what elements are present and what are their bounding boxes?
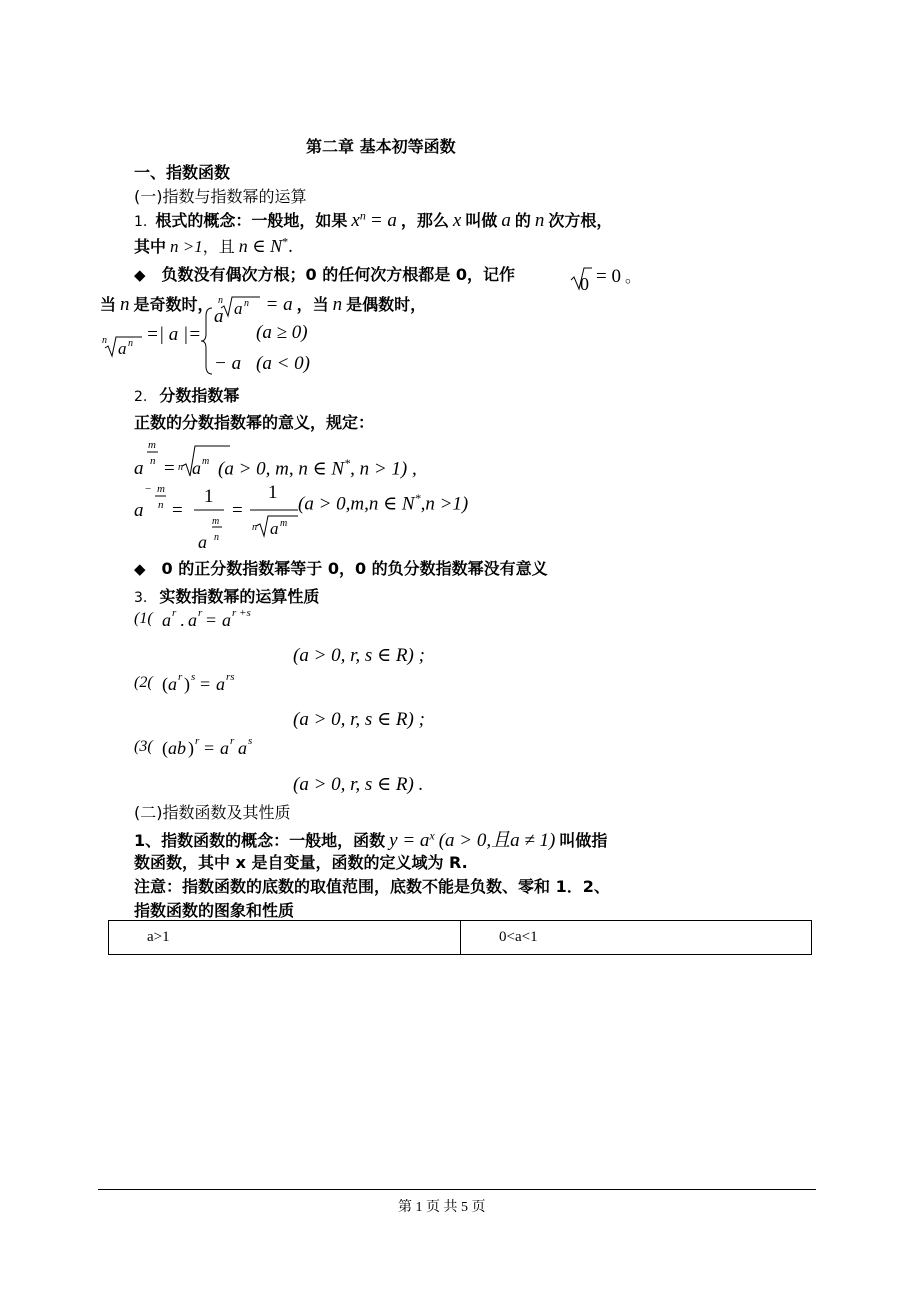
- svg-text:−: −: [145, 483, 152, 495]
- fractional-exponent-heading: 2. 分数指数幂: [134, 386, 240, 405]
- svg-text:a: a: [220, 738, 229, 758]
- comparison-table: [108, 920, 812, 955]
- real-exponent-properties-heading: 3. 实数指数幂的运算性质: [134, 587, 320, 606]
- svg-text:0: 0: [580, 274, 589, 293]
- fractional-exponent-intro: 正数的分数指数幂的意义，规定：: [134, 413, 375, 432]
- svg-text:n: n: [102, 335, 107, 346]
- svg-text:n: n: [158, 499, 164, 511]
- svg-text:=: =: [232, 500, 243, 521]
- svg-text:n: n: [214, 532, 219, 543]
- svg-text:a: a: [270, 519, 279, 538]
- svg-text:): ): [188, 738, 194, 758]
- svg-text:=: =: [164, 458, 175, 479]
- svg-text:rs: rs: [226, 671, 235, 683]
- svg-text:s: s: [191, 671, 196, 683]
- svg-text:r +s: r +s: [232, 607, 251, 619]
- property-1-label: (1(: [134, 610, 153, 627]
- svg-text:(: (: [162, 738, 168, 758]
- svg-text:a: a: [192, 458, 201, 478]
- bullet-negative-roots: ◆ 负数没有偶次方根；0 的任何次方根都是 0，记作: [134, 265, 515, 284]
- radical-condition: 其中 n >1，且 n ∈ N*.: [134, 234, 293, 257]
- property-2-label: (2(: [134, 674, 153, 691]
- svg-text:a: a: [162, 610, 171, 630]
- svg-text:ab: ab: [168, 738, 186, 758]
- property-2-formula: [160, 666, 260, 698]
- svg-text:m: m: [157, 483, 165, 495]
- svg-text:r: r: [230, 735, 235, 747]
- graph-properties-heading: 指数函数的图象和性质: [134, 901, 295, 920]
- property-3-formula: [160, 730, 270, 762]
- svg-text:a: a: [222, 610, 231, 630]
- table-header-a-lt-1: 0<a<1: [461, 921, 812, 955]
- svg-text:a: a: [134, 458, 144, 479]
- svg-text:=: =: [200, 674, 211, 694]
- property-3-condition: (a > 0, r, s ∈ R) .: [293, 774, 424, 795]
- svg-text:r: r: [178, 671, 183, 683]
- negative-fractional-formula: [132, 478, 302, 552]
- svg-text:m: m: [148, 439, 156, 451]
- table-header-a-gt-1: a>1: [109, 921, 461, 955]
- svg-text:n: n: [243, 298, 249, 310]
- svg-text:=: =: [206, 610, 217, 630]
- table-row: [109, 921, 812, 955]
- svg-text:m: m: [280, 518, 288, 529]
- bullet-zero-fractional: ◆ 0 的正分数指数幂等于 0，0 的负分数指数幂没有意义: [134, 559, 548, 578]
- exponential-function-definition: 1、指数函数的概念：一般地，函数 $y = a^x$ (a > 0,且a ≠ 1) 叫做指: [134, 828, 608, 851]
- property-3-label: (3(: [134, 738, 153, 755]
- absolute-value-lhs: =| a |=: [146, 324, 202, 345]
- svg-text:a: a: [134, 500, 144, 521]
- svg-text:n: n: [252, 522, 257, 533]
- radical-definition: 1. 根式的概念：一般地，如果 $x^n = a$ ，那么 x 叫做 a 的 n 次方根，: [134, 208, 613, 231]
- svg-text:1: 1: [204, 486, 214, 507]
- svg-text:n: n: [217, 295, 223, 307]
- property-1-formula: [160, 604, 270, 634]
- svg-text:a: a: [238, 738, 247, 758]
- even-root-radical-icon: [102, 334, 146, 360]
- page-title: 第二章 基本初等函数: [306, 137, 456, 156]
- subsection-heading-2: (二)指数函数及其性质: [134, 803, 291, 822]
- svg-text:a: a: [118, 339, 127, 358]
- svg-text:r: r: [195, 735, 200, 747]
- left-brace-icon: [200, 306, 214, 376]
- svg-text:s: s: [248, 735, 253, 747]
- svg-text:(: (: [162, 674, 168, 694]
- positive-fractional-condition: (a > 0, m, n ∈ N*, n > 1) ,: [218, 456, 417, 480]
- section-heading: 一、指数函数: [134, 163, 231, 182]
- page-number: 第 1 页 共 5 页: [398, 1200, 486, 1215]
- case-positive-condition: (a ≥ 0): [256, 322, 308, 343]
- odd-root-radical-icon: [218, 294, 262, 318]
- subsection-heading: (一)指数与指数幂的运算: [134, 187, 307, 206]
- svg-text:a: a: [216, 674, 225, 694]
- svg-text:n: n: [150, 455, 156, 467]
- negative-fractional-condition: (a > 0,m,n ∈ N*,n >1): [298, 491, 469, 515]
- svg-text:): ): [184, 674, 190, 694]
- svg-text:m: m: [202, 456, 210, 467]
- exponential-function-domain: 数函数，其中 x 是自变量，函数的定义域为 R.: [134, 853, 468, 872]
- radical-sign-icon: [570, 264, 592, 292]
- case-negative: − a: [214, 353, 242, 374]
- property-1-condition: (a > 0, r, s ∈ R) ;: [293, 645, 425, 666]
- svg-text:n: n: [178, 462, 183, 473]
- zero-root-formula: 0 = 0 。: [570, 264, 641, 292]
- property-2-condition: (a > 0, r, s ∈ R) ;: [293, 709, 425, 730]
- svg-text:1: 1: [268, 482, 278, 503]
- svg-text:m: m: [212, 516, 220, 527]
- svg-text:r: r: [172, 607, 177, 619]
- case-positive: a: [214, 306, 224, 327]
- svg-text:a: a: [198, 532, 207, 552]
- base-range-note: 注意：指数函数的底数的取值范围，底数不能是负数、零和 1．2、: [134, 877, 610, 896]
- svg-text:=: =: [204, 738, 215, 758]
- svg-text:.: .: [180, 610, 185, 630]
- svg-text:r: r: [198, 607, 203, 619]
- svg-text:a: a: [188, 610, 197, 630]
- svg-text:a: a: [168, 674, 177, 694]
- svg-text:a: a: [233, 299, 243, 319]
- svg-text:=: =: [172, 500, 183, 521]
- footer-divider: [98, 1189, 816, 1190]
- svg-text:n: n: [128, 338, 133, 349]
- odd-root-line: 当 n 是奇数时， n a n = a ，当 n 是偶数时，: [100, 294, 427, 319]
- case-negative-condition: (a < 0): [256, 353, 310, 374]
